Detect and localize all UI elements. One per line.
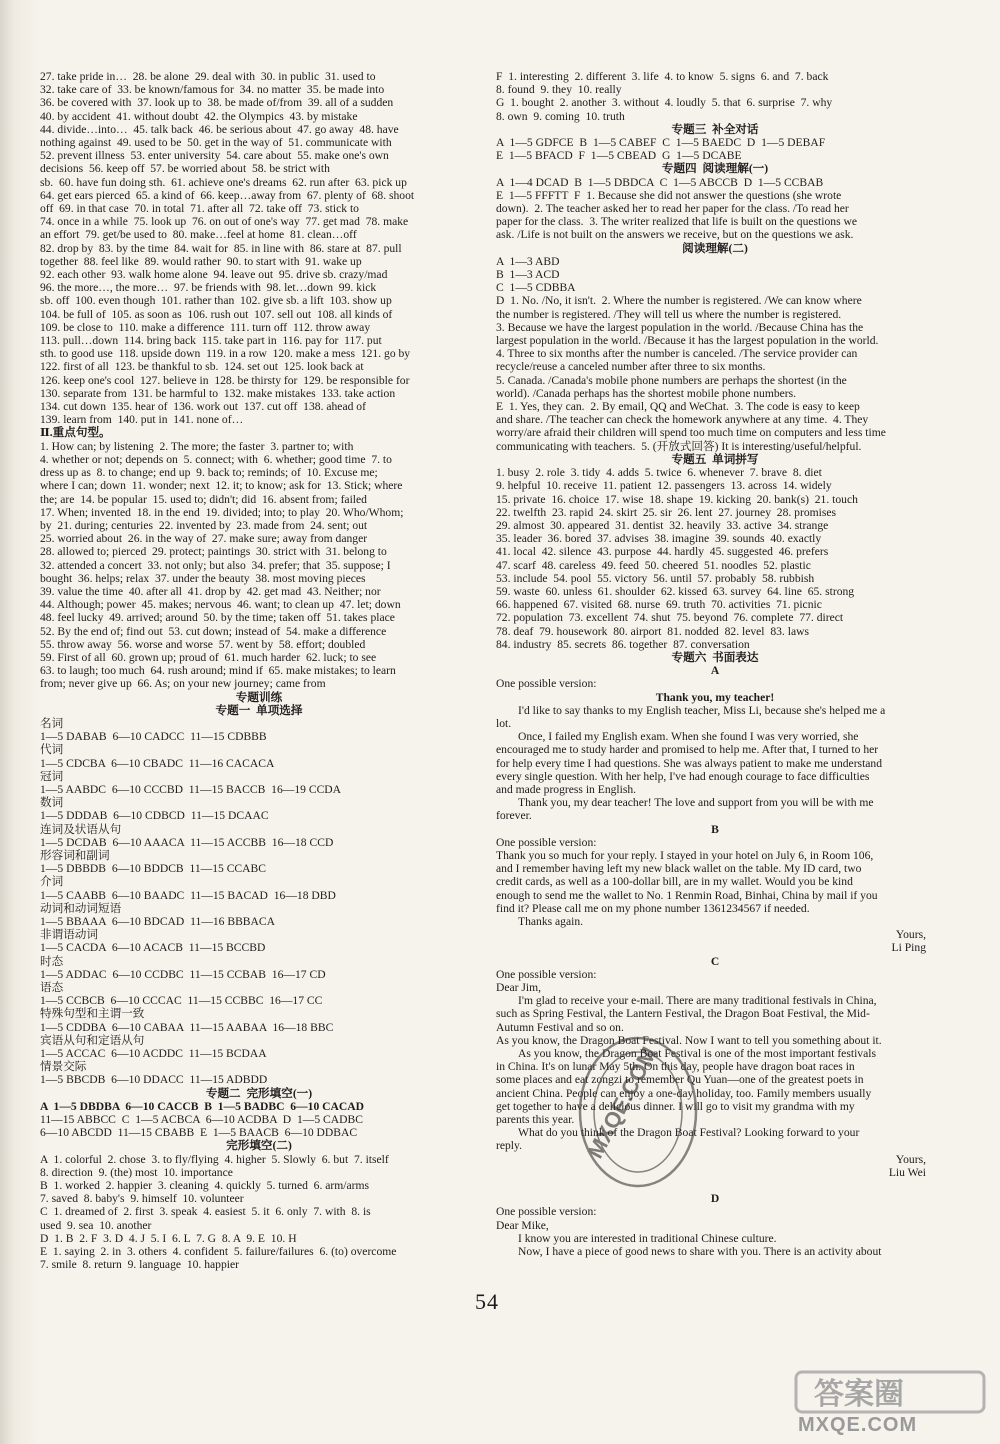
answer-line: 25. worried about 26. in the way of 27. make sure; away from danger (40, 532, 368, 546)
answer-line: D (710, 1192, 720, 1206)
answer-line: Thank you so much for your reply. I stayed in your hotel on July 6, in Room 106, (496, 848, 874, 862)
answer-line: in China. It's on lunar May 5th. On this day, people have dragon boat races in (496, 1060, 855, 1074)
answer-line: 3. Because we have the largest population in the world. /Because China has the (496, 320, 864, 334)
answer-line: ancient China. People can enjoy a one-day holiday, too. Family members usually (496, 1086, 872, 1100)
answer-line: 52. prevent illness 53. enter university 54. care about 55. make one's own (40, 149, 389, 163)
watermark-url: MXQE.COM (798, 1414, 918, 1436)
answer-line: I'm glad to receive your e-mail. There are many traditional festivals in China, (518, 994, 877, 1008)
answer-line: and made progress in English. (496, 782, 637, 796)
answer-line: 1—5 CDDBA 6—10 CABAA 11—15 AABAA 16—18 BBC (40, 1020, 334, 1034)
answer-line: 15. private 16. choice 17. wise 18. shape 19. kicking 20. bank(s) 21. touch (496, 492, 858, 506)
answer-line: As you know, the Dragon Boat Festival. Now I want to tell you something about it. (496, 1033, 882, 1047)
answer-line: One possible version: (496, 967, 597, 981)
answer-line: I'd like to say thanks to my English teacher, Miss Li, because she's helped me a (518, 703, 886, 717)
answer-line: 专题三 补全对话 (671, 122, 759, 136)
answer-line: Ⅱ.重点句型。 (40, 426, 111, 440)
answer-line: Autumn Festival and so on. (496, 1020, 624, 1034)
answer-line: Li Ping (891, 941, 926, 955)
answer-line: One possible version: (496, 835, 597, 849)
answer-line: lot. (496, 716, 512, 730)
answer-line: One possible version: (496, 677, 597, 691)
answer-line: B 1. worked 2. happier 3. cleaning 4. quickly 5. turned 6. arm/arms (40, 1179, 370, 1193)
answer-line: 139. learn from 140. put in 141. none of… (40, 413, 244, 427)
answer-line: down). 2. The teacher asked her to read her paper for the class. /To read her (496, 202, 849, 216)
answer-line: 专题四 阅读理解(一) (661, 162, 769, 176)
answer-line: 96. the more…, the more… 97. be friends with 98. let…down 99. kick (40, 281, 377, 295)
answer-line: enough to send me the wallet to No. 1 Renmin Road, Binhai, China by mail if you (496, 888, 878, 902)
answer-line: from; never give up 66. As; on your new journey; came from (40, 677, 326, 691)
answer-line: A (710, 664, 720, 678)
answer-line: find it? Please call me on my phone number 1361234567 if needed. (496, 901, 810, 915)
watermark-logo-icon (790, 1368, 990, 1416)
answer-line: 1. How can; by listening 2. The more; the faster 3. partner to; with (40, 439, 354, 453)
answer-line: Thank you, my dear teacher! The love and support from you will be with me (518, 796, 874, 810)
answer-line: forever. (496, 809, 532, 823)
answer-line: 非谓语动词 (40, 928, 98, 942)
answer-line: A 1. colorful 2. chose 3. to fly/flying 4. higher 5. Slowly 6. but 7. itself (40, 1152, 389, 1166)
answer-line: 47. scarf 48. careless 49. feed 50. cheered 51. noodles 52. plastic (496, 558, 811, 572)
answer-line: G 1. bought 2. another 3. without 4. loudly 5. that 6. surprise 7. why (496, 96, 833, 110)
answer-line: Thank you, my teacher! (655, 690, 775, 704)
answer-line: 1—5 DCDAB 6—10 AAACA 11—15 ACCBB 16—18 CCD (40, 835, 334, 849)
answer-line: 72. population 73. excellent 74. shut 75. beyond 76. complete 77. direct (496, 611, 844, 625)
answer-line: parents this year. (496, 1113, 575, 1127)
answer-line: 1—5 BBAAA 6—10 BDCAD 11—16 BBBACA (40, 915, 276, 928)
answer-line: 介词 (40, 875, 64, 889)
answer-line: 78. deaf 79. housework 80. airport 81. nodded 82. level 83. laws (496, 624, 809, 638)
answer-line: 阅读理解(二) (682, 241, 748, 255)
answer-line: 语态 (40, 981, 64, 995)
answer-line: One possible version: (496, 1205, 597, 1219)
answer-line: 17. When; invented 18. in the end 19. divided; into; to play 20. Who/Whom; (40, 505, 404, 519)
answer-line: 109. be close to 110. make a difference 111. turn off 112. throw away (40, 320, 371, 334)
answer-line: bought 36. helps; relax 37. under the beauty 38. most moving pieces (40, 571, 366, 585)
answer-line: 8. direction 9. (the) most 10. importance (40, 1165, 233, 1179)
answer-line: sb. off 100. even though 101. rather than 102. give sb. a lift 103. show up (40, 294, 392, 308)
answer-line: Thanks again. (518, 915, 584, 928)
answer-line: for help every time I had questions. She was always patient to make me understand (496, 756, 883, 770)
answer-line: 7. saved 8. baby's 9. himself 10. volunteer (40, 1192, 244, 1206)
answer-line: 29. almost 30. appeared 31. dentist 32. heavily 33. active 34. strange (496, 518, 829, 532)
answer-line: E 1. Yes, they can. 2. By email, QQ and WeChat. 3. The code is easy to keep (496, 400, 860, 414)
answer-line: every single question. With her help, I've had enough courage to face difficulties (496, 769, 870, 783)
answer-line: A 1—3 ABD (496, 254, 560, 268)
answer-line: 冠词 (40, 769, 64, 783)
answer-line: 1—5 CDCBA 6—10 CBADC 11—16 CACACA (40, 756, 275, 770)
answer-line: 专题五 单词拼写 (671, 452, 759, 466)
answer-line: A 1—5 DBDBA 6—10 CACCB B 1—5 BADBC 6—10 CACAD (40, 1099, 365, 1113)
answer-line: 专题六 书面表达 (671, 650, 759, 664)
answer-line: 4. Three to six months after the number is canceled. /The service provider can (496, 347, 858, 361)
answer-line: 63. to laugh; too much 64. rush around; mind if 65. make mistakes; to learn (40, 664, 396, 678)
answer-line: Liu Wei (888, 1165, 926, 1179)
answer-line: 1—5 DDDAB 6—10 CDBCD 11—15 DCAAC (40, 809, 269, 823)
answer-line: 74. once in a while 75. look up 76. on out of one's way 77. get mad 78. make (40, 215, 409, 229)
answer-line: 专题二 完形填空(一) (205, 1086, 313, 1100)
answer-line: E 1—5 FFFTT F 1. Because she did not answer the questions (she wrote (496, 188, 842, 202)
answer-line: E 1—5 BFACD F 1—5 CBEAD G 1—5 DCABE (496, 149, 742, 163)
answer-line: decisions 56. keep off 57. be worried about 58. be strict with (40, 162, 330, 176)
answer-line: Dear Mike, (496, 1218, 549, 1232)
answer-line: 134. cut down 135. hear of 136. work out 137. cut off 138. ahead of (40, 400, 366, 414)
answer-line: 6—10 ABCDD 11—15 CBABB E 1—5 BAACB 6—10 DDBAC (40, 1126, 358, 1140)
left-column (40, 70, 478, 1271)
answer-line: 84. industry 85. secrets 86. together 87. conversation (496, 637, 750, 651)
answer-line: dress up as 8. to change; end up 9. back to; reminds; of 10. Excuse me; (40, 466, 378, 480)
answer-line: 5. Canada. /Canada's mobile phone numbers are perhaps the shortest (in the (496, 373, 847, 387)
answer-line: As you know, the Dragon Boat Festival is one of the most important festivals (518, 1047, 876, 1061)
answer-line: 专题训练 (235, 690, 283, 704)
answer-line: 40. by accident 41. without doubt 42. the Olympics 43. by mistake (40, 109, 358, 123)
answer-line: Yours, (895, 928, 926, 942)
answer-line: 1—5 CAABB 6—10 BAADC 11—15 BACAD 16—18 DBD (40, 888, 336, 902)
answer-line: What do you think of the Dragon Boat Festival? Looking forward to your (518, 1126, 860, 1140)
answer-line: 32. take care of 33. be known/famous for 34. no matter 35. be made into (40, 83, 385, 97)
watermark-logo-text: 答案圈 (814, 1377, 904, 1412)
answer-line: 44. Although; power 45. makes; nervous 46. want; to clean up 47. let; down (40, 598, 401, 612)
answer-line: an effort 79. get/be used to 80. make…feel at home 81. clean…off (40, 228, 357, 242)
answer-line: sth. to good use 118. upside down 119. in a row 120. make a mess 121. go by (40, 347, 411, 361)
answer-line: 宾语从句和定语从句 (40, 1033, 145, 1047)
answer-line: 1—5 CACDA 6—10 ACACB 11—15 BCCBD (40, 941, 266, 955)
answer-line: off 69. in that case 70. in total 71. after all 72. take off 73. stick to (40, 202, 359, 216)
answer-line: 专题一 单项选择 (215, 703, 303, 717)
answer-line: get together to have a delicious dinner. I will go to visit my grandma with my (496, 1099, 855, 1113)
answer-line: 数词 (40, 796, 64, 810)
answer-line: 1—5 ACCAC 6—10 ACDDC 11—15 BCDAA (40, 1047, 267, 1061)
answer-line: where I can; down 11. wonder; next 12. it; to know; ask for 13. Stick; where (40, 479, 403, 493)
answer-line: 1—5 ADDAC 6—10 CCDBC 11—15 CCBAB 16—17 CD (40, 967, 326, 981)
answer-line: 48. feel lucky 49. arrived; around 50. by the time; taken off 51. takes place (40, 611, 395, 625)
stamp-text: MXQE.COM (582, 1042, 662, 1163)
answer-line: 27. take pride in… 28. be alone 29. deal with 30. in public 31. used to (40, 70, 376, 83)
answer-line: and share. /The teacher can check the homework anywhere at any time. 4. They (496, 413, 869, 427)
answer-line: such as Spring Festival, the Lantern Festival, the Dragon Boat Festival, the Mid- (496, 1007, 870, 1021)
answer-line: 1. busy 2. role 3. tidy 4. adds 5. twice 6. whenever 7. brave 8. diet (496, 466, 822, 480)
answer-line: credit cards, as well as a 100-dollar bill, are in my wallet. Would you be kind (496, 875, 853, 889)
answer-line: C 1. dreamed of 2. first 3. speak 4. easiest 5. it 6. only 7. with 8. is (40, 1205, 371, 1219)
answer-line: Now, I have a piece of good news to share with you. There is an activity about (518, 1245, 882, 1259)
answer-line: 28. allowed to; pierced 29. protect; paintings 30. strict with 31. belong to (40, 545, 387, 559)
answer-line: 92. each other 93. walk home alone 94. leave out 95. drive sb. crazy/mad (40, 268, 388, 282)
answer-line: 8. own 9. coming 10. truth (496, 109, 625, 123)
answer-line: 44. divide…into… 45. talk back 46. be serious about 47. go away 48. have (40, 122, 399, 136)
answer-line: D 1. B 2. F 3. D 4. J 5. I 6. L 7. G 8. A 9. E 10. H (40, 1231, 297, 1245)
answer-line: 104. be full of 105. as soon as 106. rush out 107. sell out 108. all kinds of (40, 307, 393, 321)
answer-line: 情景交际 (40, 1060, 87, 1074)
answer-line: 名词 (40, 716, 64, 730)
answer-line: B 1—3 ACD (496, 268, 560, 282)
answer-line: 动词和动词短语 (40, 901, 122, 915)
answer-line: 59. First of all 60. grown up; proud of 61. much harder 62. luck; to see (40, 650, 377, 664)
answer-line: 1—5 AABDC 6—10 CCCBD 11—15 BACCB 16—19 CCDA (40, 782, 342, 796)
answer-line: 53. include 54. pool 55. victory 56. until 57. probably 58. rubbish (496, 571, 815, 585)
answer-line: C 1—5 CDBBA (496, 281, 576, 295)
answer-line: 8. found 9. they 10. really (496, 83, 622, 97)
answer-line: 113. pull…down 114. bring back 115. take part in 116. pay for 117. put (40, 334, 382, 348)
answer-line: 52. By the end of; find out 53. cut down; instead of 54. make a difference (40, 624, 387, 638)
answer-line: 35. leader 36. bored 37. advises 38. imagine 39. sounds 40. exactly (496, 532, 822, 546)
answer-line: together 88. feel like 89. would rather 90. to start with 91. wake up (40, 254, 362, 268)
answer-line: 1—5 DBBDB 6—10 BDDCB 11—15 CCABC (40, 862, 267, 876)
answer-line: F 1. interesting 2. different 3. life 4. to know 5. signs 6. and 7. back (496, 70, 829, 83)
answer-line: 1—5 BBCDB 6—10 DDACC 11—15 ADBDD (40, 1073, 268, 1087)
answer-line: 55. throw away 56. worse and worse 57. went by 58. effort; doubled (40, 637, 366, 651)
answer-line: sb. 60. have fun doing sth. 61. achieve one's dreams 62. run after 63. pick up (40, 175, 407, 189)
answer-line: 1—5 DABAB 6—10 CADCC 11—15 CDBBB (40, 730, 267, 744)
answer-line: 时态 (40, 954, 64, 968)
answer-line: by 21. during; centuries 22. invented by 23. made from 24. sent; out (40, 518, 368, 532)
answer-line: Once, I failed my English exam. When she found I was very worried, she (518, 730, 859, 744)
answer-line: 64. get ears pierced 65. a kind of 66. keep…away from 67. plenty of 68. shoot (40, 188, 415, 202)
answer-line: 完形填空(二) (226, 1139, 292, 1153)
answer-line: 9. helpful 10. receive 11. patient 12. passengers 13. across 14. widely (496, 479, 832, 493)
answer-line: B (711, 822, 719, 836)
answer-line: A 1—5 GDFCE B 1—5 CABEF C 1—5 BAEDC D 1—5 DEBAF (496, 136, 826, 150)
answer-line: 22. twelfth 23. rapid 24. skirt 25. sir 26. lent 27. journey 28. promises (496, 505, 837, 519)
answer-line: 59. waste 60. unless 61. shoulder 62. kissed 63. survey 64. line 65. strong (496, 584, 855, 598)
answer-line: world). /Canada perhaps has the shortest mobile phone numbers. (496, 386, 797, 400)
answer-line: used 9. sea 10. another (40, 1218, 152, 1232)
answer-line: communicating with teachers. 5. (开放式回答) It is interesting/useful/helpful. (496, 439, 862, 453)
answer-line: I know you are interested in traditional Chinese culture. (518, 1231, 777, 1245)
site-watermark (790, 1368, 990, 1438)
answer-line: the number is registered. /They will tell us where the number is registered. (496, 307, 842, 321)
answer-line: 39. value the time 40. after all 41. drop by 42. get mad 43. Neither; nor (40, 584, 381, 598)
answer-line: 代词 (40, 743, 64, 757)
answer-line: 82. drop by 83. by the time 84. wait for 85. in line with 86. stare at 87. pull (40, 241, 402, 255)
answer-line: 1—5 CCBCB 6—10 CCCAC 11—15 CCBBC 16—17 CC (40, 994, 323, 1008)
answer-line: A 1—4 DCAD B 1—5 DBDCA C 1—5 ABCCB D 1—5 CCBAB (496, 175, 824, 189)
answer-line: encouraged me to study harder and promised to help me. After that, I turned to her (496, 743, 879, 757)
answer-line: and I remember having left my new black wallet on the table. My ID card, two (496, 862, 862, 876)
page-number: 54 (475, 1289, 499, 1314)
answer-line: reply. (496, 1139, 522, 1153)
answer-line: 66. happened 67. visited 68. nurse 69. truth 70. activities 71. picnic (496, 598, 822, 612)
answer-line: 32. attended a concert 33. not only; but also 34. prefer; that 35. suppose; I (40, 558, 391, 572)
answer-line: 连词及状语从句 (40, 822, 122, 836)
answer-line: recycle/reuse a canceled number after three to six months. (496, 360, 766, 374)
answer-line: C (710, 954, 720, 968)
answer-line: 36. be covered with 37. look up to 38. be made of/from 39. all of a sudden (40, 96, 394, 110)
answer-line: 11—15 ABBCC C 1—5 ACBCA 6—10 ACDBA D 1—5 CADBC (40, 1113, 363, 1127)
answer-line: 4. whether or not; depends on 5. connect; with 6. whether; good time 7. to (40, 452, 392, 466)
answer-line: Dear Jim, (496, 981, 542, 995)
stamp-watermark (560, 1020, 720, 1200)
answer-line: E 1. saying 2. in 3. others 4. confident 5. failure/failures 6. (to) overcome (40, 1245, 397, 1259)
answer-line: the; are 14. be popular 15. used to; didn't; did 16. absent from; failed (40, 492, 367, 506)
answer-line: 41. local 42. silence 43. purpose 44. hardly 45. suggested 46. prefers (496, 545, 829, 559)
answer-line: 特殊句型和主谓一致 (40, 1007, 145, 1021)
answer-line: 126. keep one's cool 127. believe in 128. be thirsty for 129. be responsible for (40, 373, 410, 387)
answer-line: 7. smile 8. return 9. language 10. happier (40, 1258, 239, 1272)
answer-line: D 1. No. /No, it isn't. 2. Where the number is registered. /We can know where (496, 294, 862, 308)
answer-line: Yours, (895, 1152, 926, 1166)
answer-line: 122. first of all 123. be thankful to sb. 124. set out 125. look back at (40, 360, 364, 374)
answer-line: some places and eat zongzi to remember Qu Yuan—one of the greatest poets in (496, 1073, 864, 1087)
answer-line: worry/are afraid their children will spend too much time on computers and less time (496, 426, 886, 440)
answer-line: paper for the class. 3. The writer realized that life is built on the questions we (496, 215, 858, 229)
answer-line: 130. separate from 131. be harmful to 132. make mistakes 133. take action (40, 386, 396, 400)
answer-line: largest population in the world. /Because it has the largest population in the world. (496, 334, 879, 348)
answer-line: ask. /Life is not built on the answers we receive, but on the questions we ask. (496, 228, 854, 242)
answer-line: nothing against 49. used to be 50. get in the way of 51. communicate with (40, 136, 392, 150)
answer-line: 形容词和副词 (40, 848, 110, 862)
